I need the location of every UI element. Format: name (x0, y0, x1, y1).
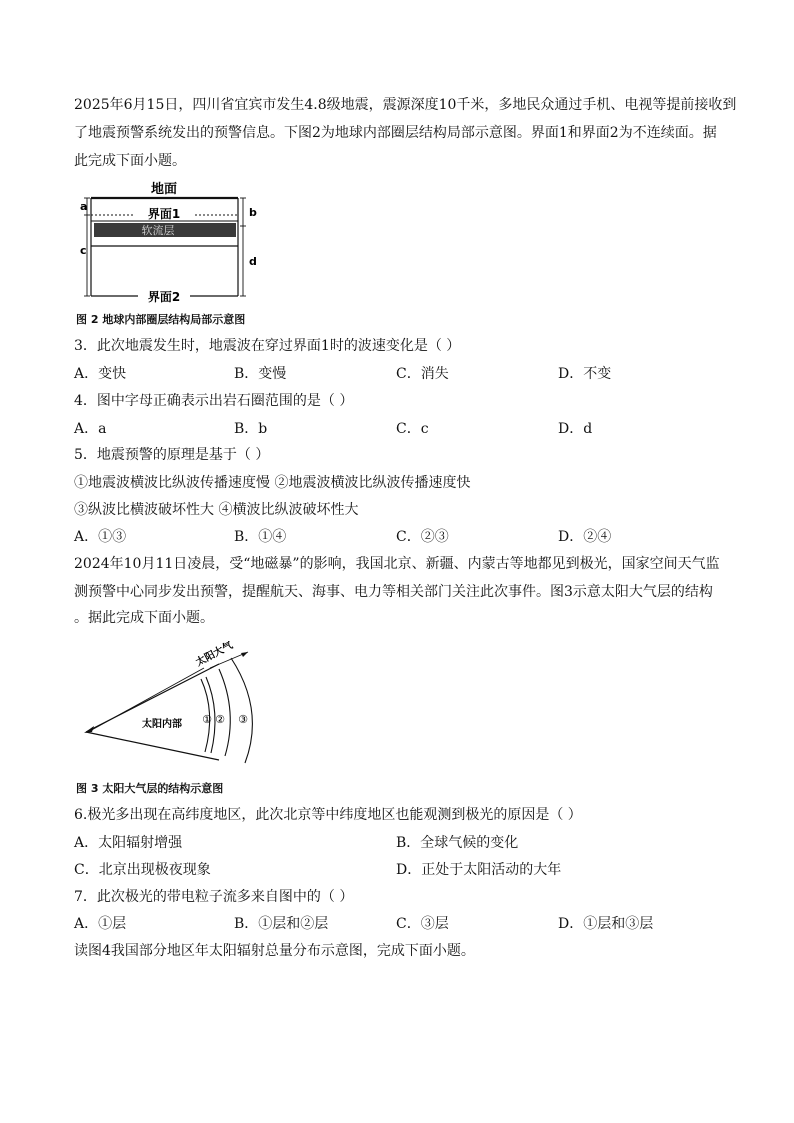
figure3-atmosphere-label: 太阳大气 (194, 640, 235, 669)
q5-option-a: A．①③ (74, 529, 127, 545)
figure2-diagram (78, 178, 264, 304)
q5-statement2: ③纵波比横波破坏性大 ④横波比纵波破坏性大 (74, 502, 359, 518)
q6-option-d: D．正处于太阳活动的大年 (396, 862, 562, 878)
passage2-line2: 测预警中心同步发出预警，提醒航天、海事、电力等相关部门关注此次事件。图3示意太阳大气层的结构 (74, 584, 713, 600)
q7-option-c: C．③层 (396, 916, 449, 932)
passage2-line1: 2024年10月11日凌晨，受“地磁暴”的影响，我国北京、新疆、内蒙古等地都见到极光，国家空间天气监 (74, 556, 720, 572)
figure3-layer3-label: ③ (238, 713, 248, 726)
figure3-diagram (80, 632, 276, 780)
q4-option-a: A．a (74, 421, 107, 437)
figure2-asthenosphere-label: 软流层 (141, 224, 175, 237)
passage2-line3: 。据此完成下面小题。 (74, 610, 214, 626)
figure2-caption: 图 2 地球内部圈层结构局部示意图 (76, 313, 246, 326)
figure3-layer1-label: ① (202, 713, 212, 726)
q5-statement1: ①地震波横波比纵波传播速度慢 ②地震波横波比纵波传播速度快 (74, 475, 471, 491)
q6-option-a: A．太阳辐射增强 (74, 835, 183, 851)
q7-option-a: A．①层 (74, 916, 127, 932)
figure2-label-c: c (80, 244, 87, 257)
passage1-line2: 了地震预警系统发出的预警信息。下图2为地球内部圈层结构局部示意图。界面1和界面2为不连续面。据 (74, 125, 717, 141)
q3-option-c: C．消失 (396, 366, 449, 382)
q7-option-d: D．①层和③层 (558, 916, 654, 932)
passage1-line3: 此完成下面小题。 (74, 153, 186, 169)
q4-option-d: D．d (558, 421, 593, 437)
figure2-label-d: d (249, 255, 257, 268)
q5-option-c: C．②③ (396, 529, 449, 545)
figure3-layer2-label: ② (215, 713, 225, 726)
figure2-interface2-label: 界面2 (147, 290, 181, 304)
figure3-caption: 图 3 太阳大气层的结构示意图 (76, 782, 224, 795)
q6-stem: 6.极光多出现在高纬度地区，此次北京等中纬度地区也能观测到极光的原因是（ ） (74, 807, 582, 823)
q7-stem: 7．此次极光的带电粒子流多来自图中的（ ） (74, 889, 354, 905)
passage1-line1: 2025年6月15日，四川省宜宾市发生4.8级地震，震源深度10千米，多地民众通过手机、电视等提前接收到 (74, 97, 737, 113)
q4-option-b: B．b (234, 421, 268, 437)
q7-option-b: B．①层和②层 (234, 916, 329, 932)
q5-option-d: D．②④ (558, 529, 612, 545)
q3-option-d: D．不变 (558, 366, 612, 382)
figure2-label-a: a (80, 200, 88, 213)
figure2-ground-label: 地面 (150, 182, 178, 197)
q6-option-b: B．全球气候的变化 (396, 835, 519, 851)
figure2-label-b: b (249, 206, 257, 219)
q4-option-c: C．c (396, 421, 429, 437)
q6-option-c: C．北京出现极夜现象 (74, 862, 211, 878)
q3-stem: 3．此次地震发生时，地震波在穿过界面1时的波速变化是（ ） (74, 338, 461, 354)
q3-option-a: A．变快 (74, 366, 127, 382)
figure3-interior-label: 太阳内部 (142, 719, 182, 730)
passage3-line1: 读图4我国部分地区年太阳辐射总量分布示意图，完成下面小题。 (74, 943, 475, 959)
q5-stem: 5．地震预警的原理是基于（ ） (74, 447, 270, 463)
q3-option-b: B．变慢 (234, 366, 287, 382)
q5-option-b: B．①④ (234, 529, 287, 545)
q4-stem: 4．图中字母正确表示出岩石圈范围的是（ ） (74, 393, 354, 409)
figure2-interface1-label: 界面1 (147, 207, 181, 221)
